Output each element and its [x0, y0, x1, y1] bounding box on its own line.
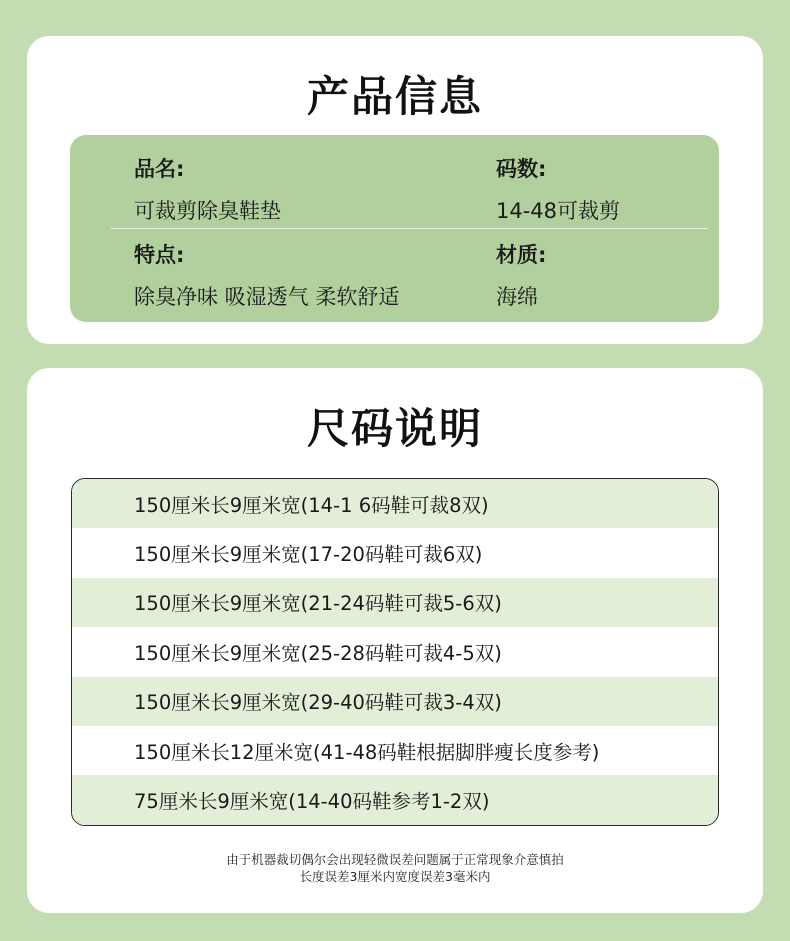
- size-row: 150厘米长9厘米宽(14-1 6码鞋可裁8双): [72, 479, 718, 528]
- product-name-field: [134, 153, 281, 225]
- product-name-value: 可裁剪除臭鞋垫: [134, 199, 281, 223]
- product-info-title: 产品信息: [306, 72, 483, 121]
- size-range-label: 码数:: [496, 157, 547, 181]
- cutting-note-line1: 由于机器裁切偶尔会出现轻微误差问题属于正常现象介意慎拍: [226, 852, 564, 867]
- size-range-value: 14-48可裁剪: [496, 199, 621, 223]
- feature-value: 除臭净味 吸湿透气 柔软舒适: [134, 285, 400, 309]
- material-value: 海绵: [496, 285, 538, 309]
- size-guide-card: [27, 368, 763, 913]
- material-label: 材质:: [496, 243, 547, 267]
- size-guide-title: 尺码说明: [306, 404, 483, 453]
- product-info-card: [27, 36, 763, 344]
- size-row: 150厘米长12厘米宽(41-48码鞋根据脚胖瘦长度参考): [72, 726, 718, 775]
- size-table: [71, 478, 719, 826]
- feature-field: [134, 239, 399, 311]
- size-row: 75厘米长9厘米宽(14-40码鞋参考1-2双): [72, 775, 718, 824]
- size-row: 150厘米长9厘米宽(17-20码鞋可裁6双): [72, 528, 718, 577]
- info-divider: [111, 228, 708, 229]
- size-row: 150厘米长9厘米宽(21-24码鞋可裁5-6双): [72, 578, 718, 627]
- product-name-label: 品名:: [134, 157, 185, 181]
- cutting-note-line2: 长度误差3厘米内宽度误差3毫米内: [299, 869, 491, 884]
- product-info-panel: [70, 135, 719, 322]
- feature-label: 特点:: [134, 243, 185, 267]
- size-range-field: [496, 153, 620, 225]
- material-field: [496, 239, 546, 311]
- size-row: 150厘米长9厘米宽(25-28码鞋可裁4-5双): [72, 627, 718, 676]
- size-row: 150厘米长9厘米宽(29-40码鞋可裁3-4双): [72, 677, 718, 726]
